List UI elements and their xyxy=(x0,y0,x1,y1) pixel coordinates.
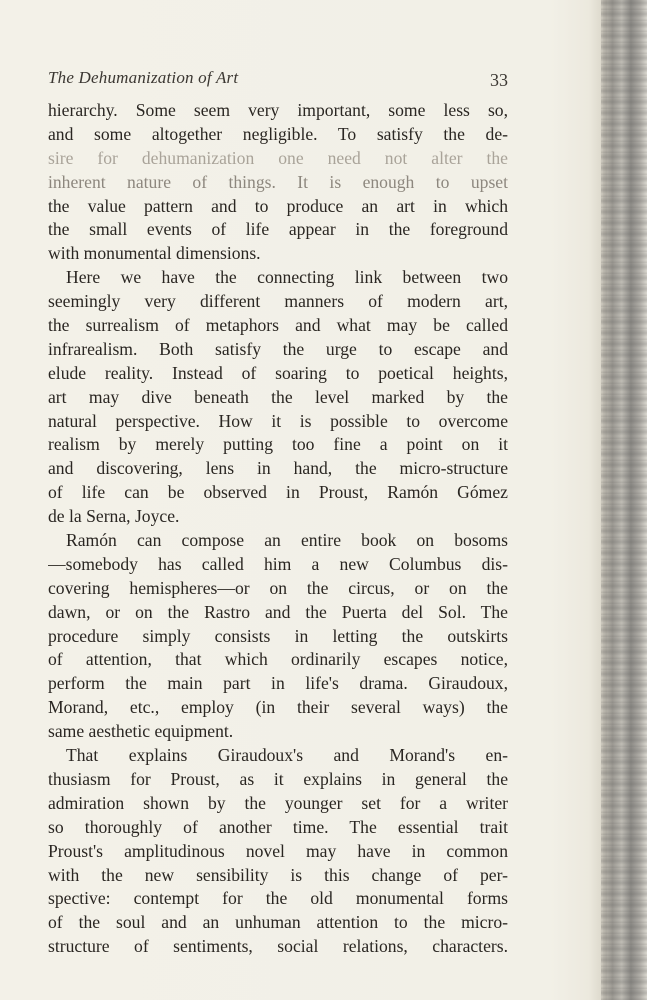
text-line: same aesthetic equipment. xyxy=(48,721,234,742)
text-line: the value pattern and to produce an art in which xyxy=(48,195,508,216)
text-line: spective: contempt for the old monumental forms xyxy=(48,888,508,909)
text-line: perform the main part in life's drama. Giraudoux, xyxy=(48,673,508,694)
text-line: the small events of life appear in the foreground xyxy=(48,219,508,240)
text-line: procedure simply consists in letting the outskirts xyxy=(48,625,508,646)
text-line: dawn, or on the Rastro and the Puerta del Sol. The xyxy=(48,601,508,622)
page-gutter xyxy=(601,0,647,1000)
text-line: with the new sensibility is this change of per- xyxy=(48,864,508,885)
text-line: Ramón can compose an entire book on bosoms xyxy=(66,530,508,551)
text-line: of the soul and an unhuman attention to the micro- xyxy=(48,912,508,933)
text-line: That explains Giraudoux's and Morand's en- xyxy=(66,745,508,766)
body-text xyxy=(48,99,508,959)
text-line: covering hemispheres—or on the circus, or on the xyxy=(48,577,508,598)
text-line: inherent nature of things. It is enough to upset xyxy=(48,171,508,192)
text-line: and some altogether negligible. To satisfy the de- xyxy=(48,123,508,144)
text-line: art may dive beneath the level marked by the xyxy=(48,386,508,407)
running-head xyxy=(48,68,508,94)
text-line: with monumental dimensions. xyxy=(48,243,261,264)
text-line: elude reality. Instead of soaring to poetical heights, xyxy=(48,362,508,383)
text-line: infrarealism. Both satisfy the urge to escape and xyxy=(48,338,508,359)
text-line: Here we have the connecting link between two xyxy=(66,267,508,288)
text-line: thusiasm for Proust, as it explains in general the xyxy=(48,768,508,789)
text-line: structure of sentiments, social relations, characters. xyxy=(48,936,508,957)
text-line: so thoroughly of another time. The essential trait xyxy=(48,816,508,837)
page-number: 33 xyxy=(490,70,508,90)
text-line: natural perspective. How it is possible to overcome xyxy=(48,410,508,431)
text-line: of life can be observed in Proust, Ramón Gómez xyxy=(48,482,508,503)
text-line: admiration shown by the younger set for a writer xyxy=(48,792,508,813)
text-line: de la Serna, Joyce. xyxy=(48,506,180,527)
text-line: and discovering, lens in hand, the micro-structure xyxy=(48,458,508,479)
text-line: Morand, etc., employ (in their several ways) the xyxy=(48,697,508,718)
text-line: of attention, that which ordinarily escapes notice, xyxy=(48,649,508,670)
text-line: the surrealism of metaphors and what may be called xyxy=(48,315,508,336)
text-line: seemingly very different manners of modern art, xyxy=(48,291,508,312)
running-head-title: The Dehumanization of Art xyxy=(48,68,239,87)
text-line: Proust's amplitudinous novel may have in common xyxy=(48,840,508,861)
text-line: sire for dehumanization one need not alter the xyxy=(48,147,508,168)
text-line: realism by merely putting too fine a point on it xyxy=(48,434,508,455)
text-line: hierarchy. Some seem very important, some less so, xyxy=(48,100,508,120)
text-line: —somebody has called him a new Columbus dis- xyxy=(48,553,508,574)
